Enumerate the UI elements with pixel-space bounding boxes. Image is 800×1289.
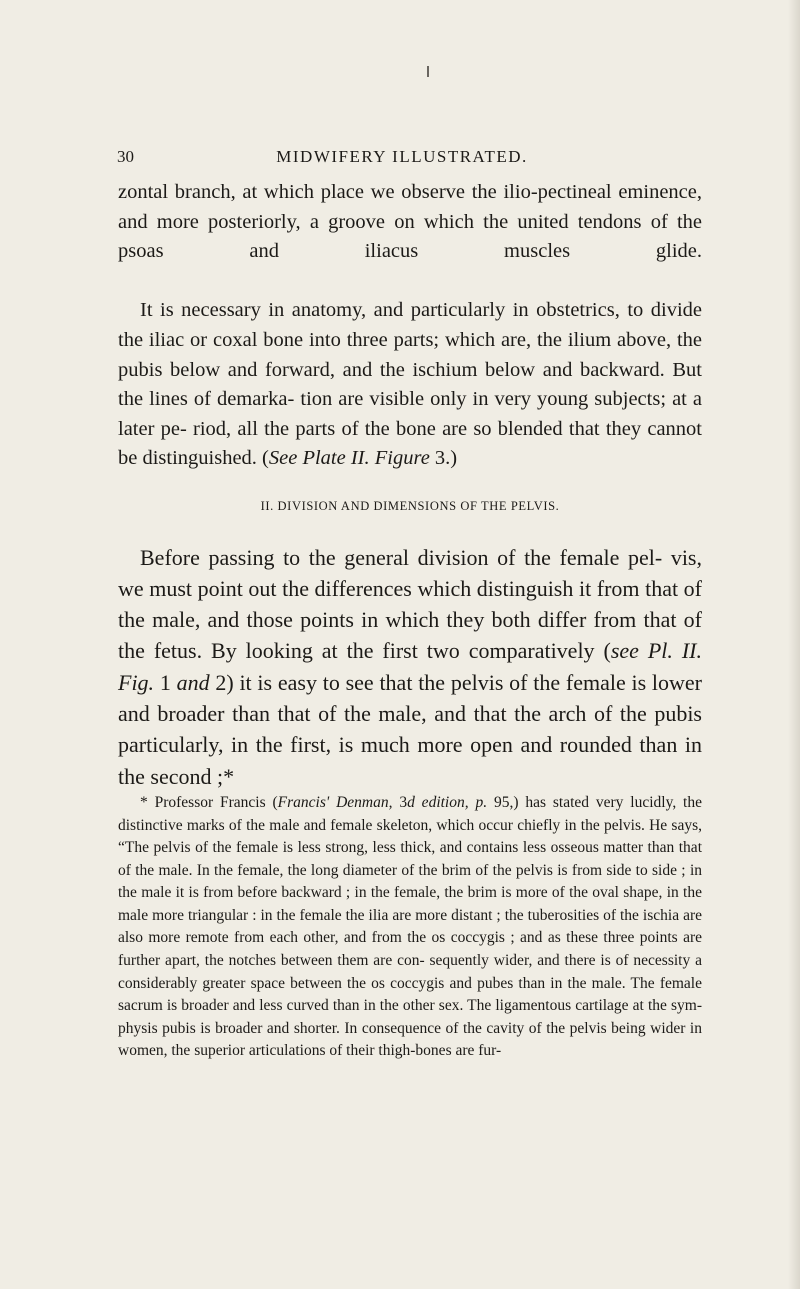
footnote bbox=[118, 792, 702, 1063]
paragraph-1: zontal branch, at which place we observe the ilio-pectineal eminence, and more posteriorly, a groove on which the united tendons of the psoas and iliacus muscles glide. bbox=[118, 181, 702, 263]
page-header bbox=[117, 147, 687, 169]
page-edge-shadow bbox=[788, 0, 800, 1289]
plate-reference-end: 3.) bbox=[429, 447, 458, 470]
paragraph-3 bbox=[118, 542, 702, 792]
figure-reference: see Pl. II. Fig. bbox=[118, 638, 702, 695]
page-number: 30 bbox=[117, 147, 134, 166]
paragraph-3-part2: 2) it is easy to see that the pelvis of the female is lower and broader than that of the male, and that the arch of the pubis particularly, in the first, is much more open and rounded than in the second ;* bbox=[118, 669, 703, 789]
footnote-source: Francis' Denman, bbox=[277, 793, 393, 811]
figure-number: 1 bbox=[154, 669, 177, 695]
plate-reference: See Plate II. Figure bbox=[268, 447, 430, 470]
print-speck bbox=[427, 66, 429, 77]
footnote-text: 95,) has stated very lucidly, the distinctive marks of the male and female skeleton, which occur chiefly in the pelvis. He says, “The pelvis of the female is less strong, less thick, and contains less osseous matter than that of the male. In the female, the long diameter of the brim of the pelvis is from side to side ; in the male it is from before backward ; in the female, the brim is more of the oval shape, in the male more triangular : in the female the ilia are more distant ; the tuberosities of the ischia are also more remote from each other, and from the os coccygis ; and as these three points are further apart, the notches between them are con- sequently wider, and there is of necessity a considerably greater space between the os coccygis and pubes than in the male. The female sacrum is broader and less curved than in the other sex. The ligamentous cartilage at the sym- physis pubis is broader and shorter. In consequence of the cavity of the pelvis being wider in women, the superior articulations of their thigh-bones are fur- bbox=[118, 793, 702, 1060]
figure-conjunction: and bbox=[176, 669, 210, 695]
paragraph-2 bbox=[118, 296, 702, 474]
footnote-lead: * Professor Francis ( bbox=[140, 793, 278, 811]
paragraph-3-part1: Before passing to the general division of the female pel- vis, we must point out the differences which distinguish it from that of the male, and those points in which they both differ from that of the fetus. By looking at the first two comparatively ( bbox=[118, 544, 702, 664]
paragraph-2-text: It is necessary in anatomy, and particularly in obstetrics, to divide the iliac or coxal bone into three parts; which are, the ilium above, the pubis below and forward, and the ischium below and backward. But the lines of demarka- tion are visible only in very young subjects; at a later pe- riod, all the parts of the bone are so blended that they cannot be distinguished. ( bbox=[118, 299, 702, 470]
section-heading: II. DIVISION AND DIMENSIONS OF THE PELVIS. bbox=[260, 498, 560, 513]
footnote-edition-num: 3 bbox=[392, 793, 408, 811]
running-title: MIDWIFERY ILLUSTRATED. bbox=[276, 147, 528, 166]
page-body bbox=[118, 178, 702, 1063]
footnote-edition: d edition, p. bbox=[407, 793, 488, 811]
